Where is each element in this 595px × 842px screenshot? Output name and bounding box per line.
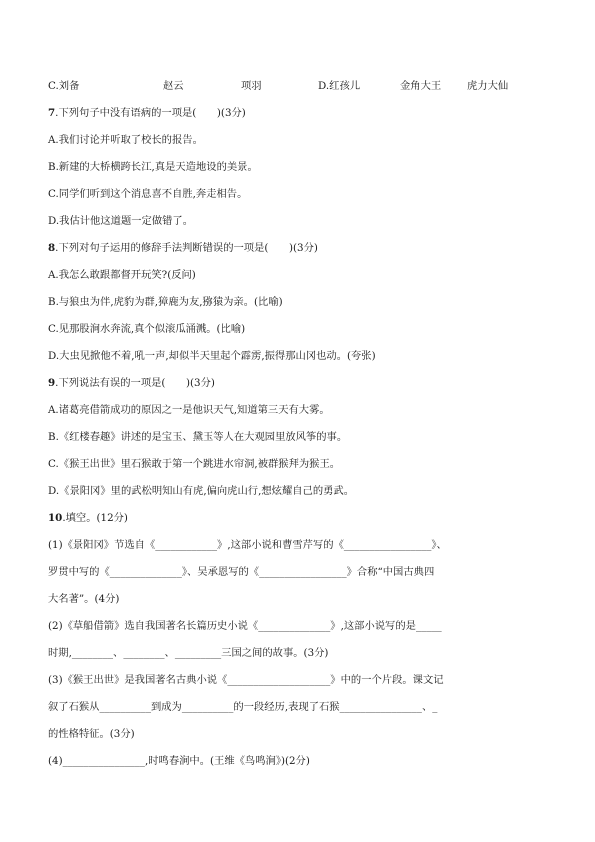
q7-option-a: A.我们讨论并听取了校长的报告。 — [48, 134, 203, 146]
option-c-label: C.刘备 — [48, 80, 80, 92]
q7-stem-text: .下列句子中没有语病的一项是( )(3分) — [55, 107, 246, 119]
q10-line-1: (1)《景阳冈》节选自《____________》,这部小说和曹雪芹写的《_________________》、 — [48, 539, 447, 551]
q7-number: 7 — [48, 107, 56, 119]
q9-stem — [48, 376, 215, 390]
option-d-item-2: 金角大王 — [400, 80, 442, 92]
q7-option-d: D.我估计他这道题一定做错了。 — [48, 215, 194, 227]
q10-stem-text: .填空。(12分) — [62, 512, 128, 524]
option-c-item-2: 赵云 — [163, 80, 184, 92]
q10-line-6: (3)《猴王出世》是我国著名古典小说《____________________》中的一个片段。课文记 — [48, 674, 444, 686]
q10-line-8: 的性格特征。(3分) — [48, 728, 135, 740]
q8-option-b: B.与狼虫为伴,虎豹为群,獐鹿为友,猕猿为亲。(比喻) — [48, 296, 283, 308]
option-d-item-3: 虎力大仙 — [467, 80, 509, 92]
option-d-label: D.红孩儿 — [318, 80, 361, 92]
q9-number: 9 — [48, 377, 56, 389]
q10-stem — [48, 511, 128, 525]
q10-line-4: (2)《草船借箭》选自我国著名长篇历史小说《______________》,这部小说写的是_____ — [48, 620, 442, 632]
q10-line-3: 大名著”。(4分) — [48, 593, 120, 605]
q10-line-2: 罗贯中写的《______________》、吴承恩写的《_________________》合称“中国古典四 — [48, 566, 435, 578]
q10-line-9: (4)________________,时鸣春涧中。(王维《鸟鸣涧》)(2分) — [48, 755, 310, 767]
q8-option-d: D.大虫见掀他不着,吼一声,却似半天里起个霹雳,振得那山冈也动。(夸张) — [48, 350, 376, 362]
q10-number: 10 — [48, 512, 63, 524]
q7-option-c: C.同学们听到这个消息喜不自胜,奔走相告。 — [48, 188, 248, 200]
q7-stem — [48, 106, 246, 120]
q9-option-a: A.诸葛亮借箭成功的原因之一是他识天气,知道第三天有大雾。 — [48, 404, 330, 416]
q8-number: 8 — [48, 242, 56, 254]
q9-option-b: B.《红楼春趣》讲述的是宝玉、黛玉等人在大观园里放风筝的事。 — [48, 431, 348, 443]
option-c-item-3: 项羽 — [241, 80, 262, 92]
q8-stem — [48, 241, 318, 255]
q10-line-5: 时期,________、________、_________三国之间的故事。(3分) — [48, 647, 329, 659]
q8-option-c: C.见那股涧水奔流,真个似滚瓜涌溅。(比喻) — [48, 323, 246, 335]
q8-stem-text: .下列对句子运用的修辞手法判断错误的一项是( )(3分) — [55, 242, 318, 254]
q8-option-a: A.我怎么敢跟都督开玩笑?(反问) — [48, 269, 196, 281]
q7-option-b: B.新建的大桥横跨长江,真是天造地设的美景。 — [48, 161, 258, 173]
q10-line-7: 叙了石猴从__________到成为__________的一段经历,表现了石猴________________、_ — [48, 701, 438, 713]
q9-stem-text: .下列说法有误的一项是( )(3分) — [55, 377, 215, 389]
q6-option-row — [48, 79, 568, 93]
q9-option-c: C.《猴王出世》里石猴敢于第一个跳进水帘洞,被群猴拜为猴王。 — [48, 458, 341, 470]
q9-option-d: D.《景阳冈》里的武松明知山有虎,偏向虎山行,想炫耀自己的勇武。 — [48, 485, 355, 497]
